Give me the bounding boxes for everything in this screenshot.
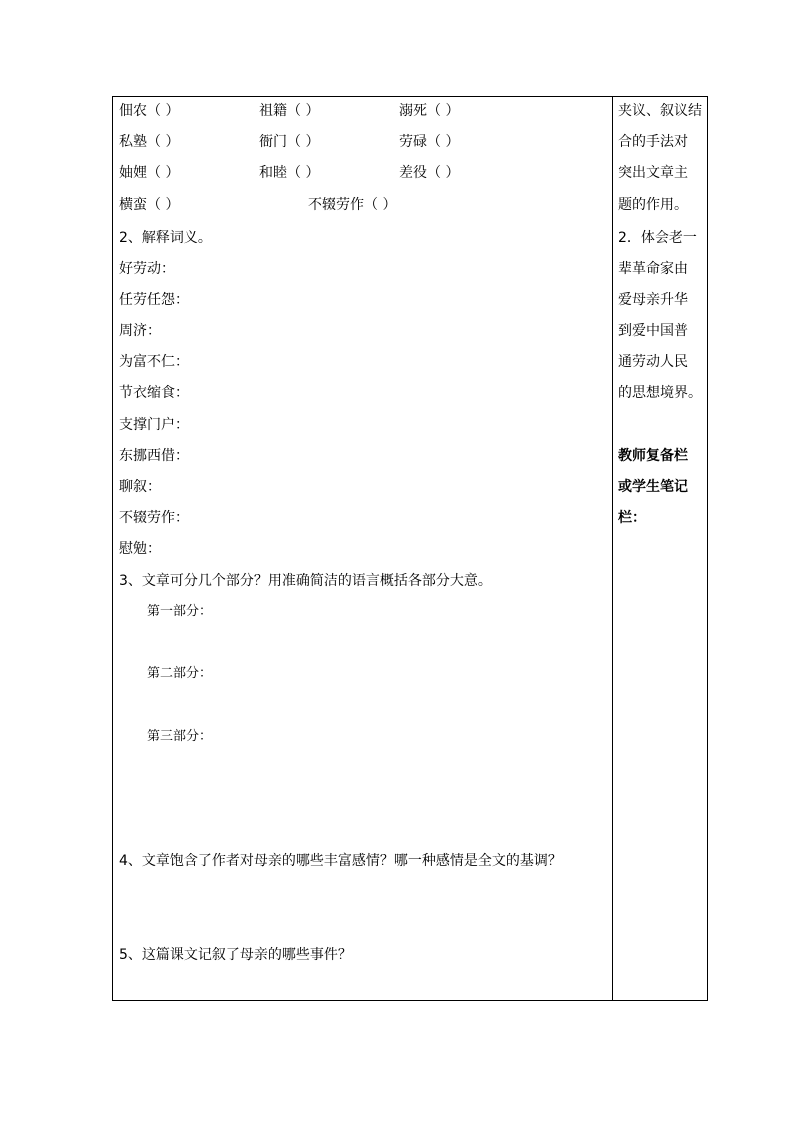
vocab-item: 私塾（ ） [119, 134, 180, 150]
part-label: 第一部分： [147, 604, 213, 619]
vocab-item: 溺死（ ） [399, 103, 460, 119]
definition-term: 节衣缩食： [119, 385, 189, 401]
sidebar-line: 辈革命家由 [618, 261, 688, 277]
question-5: 5、这篇课文记叙了母亲的哪些事件？ [119, 947, 352, 963]
notes-label: 栏： [618, 510, 646, 526]
notes-label: 或学生笔记 [618, 479, 688, 495]
vocab-item: 差役（ ） [399, 165, 460, 181]
part-label: 第三部分： [147, 729, 213, 744]
sidebar-line: 合的手法对 [618, 134, 688, 150]
question-2-heading: 2、解释词义。 [119, 230, 212, 246]
sidebar-line: 夹议、叙议结 [618, 103, 702, 119]
vocab-item: 和睦（ ） [259, 165, 320, 181]
sidebar-line: 的思想境界。 [618, 385, 702, 401]
definition-term: 支撑门户： [119, 417, 189, 433]
sidebar-line: 2．体会老一 [618, 230, 697, 246]
part-label: 第二部分： [147, 666, 213, 681]
question-4: 4、文章饱含了作者对母亲的哪些丰富感情？哪一种感情是全文的基调？ [119, 853, 562, 869]
definition-term: 为富不仁： [119, 354, 189, 370]
vocab-item: 不辍劳作（ ） [308, 197, 397, 213]
question-3-heading: 3、文章可分几个部分？用准确简洁的语言概括各部分大意。 [119, 573, 492, 589]
sidebar-line: 爱母亲升华 [618, 292, 688, 308]
definition-term: 任劳任怨： [119, 292, 189, 308]
vocab-item: 劳碌（ ） [399, 134, 460, 150]
definition-term: 聊叙： [119, 479, 161, 495]
definition-term: 慰勉： [119, 541, 161, 557]
vocab-item: 横蛮（ ） [119, 197, 180, 213]
definition-term: 不辍劳作： [119, 510, 189, 526]
vocab-item: 佃农（ ） [119, 103, 180, 119]
notes-label: 教师复备栏 [618, 448, 688, 464]
column-divider [612, 96, 613, 1001]
definition-term: 东挪西借： [119, 448, 189, 464]
sidebar-line: 题的作用。 [618, 197, 688, 213]
vocab-item: 妯娌（ ） [119, 165, 180, 181]
sidebar-line: 到爱中国普 [618, 323, 688, 339]
vocab-item: 衙门（ ） [259, 134, 320, 150]
definition-term: 好劳动： [119, 261, 175, 277]
sidebar-line: 通劳动人民 [618, 354, 688, 370]
sidebar-line: 突出文章主 [618, 165, 688, 181]
vocab-item: 祖籍（ ） [259, 103, 320, 119]
definition-term: 周济： [119, 323, 161, 339]
